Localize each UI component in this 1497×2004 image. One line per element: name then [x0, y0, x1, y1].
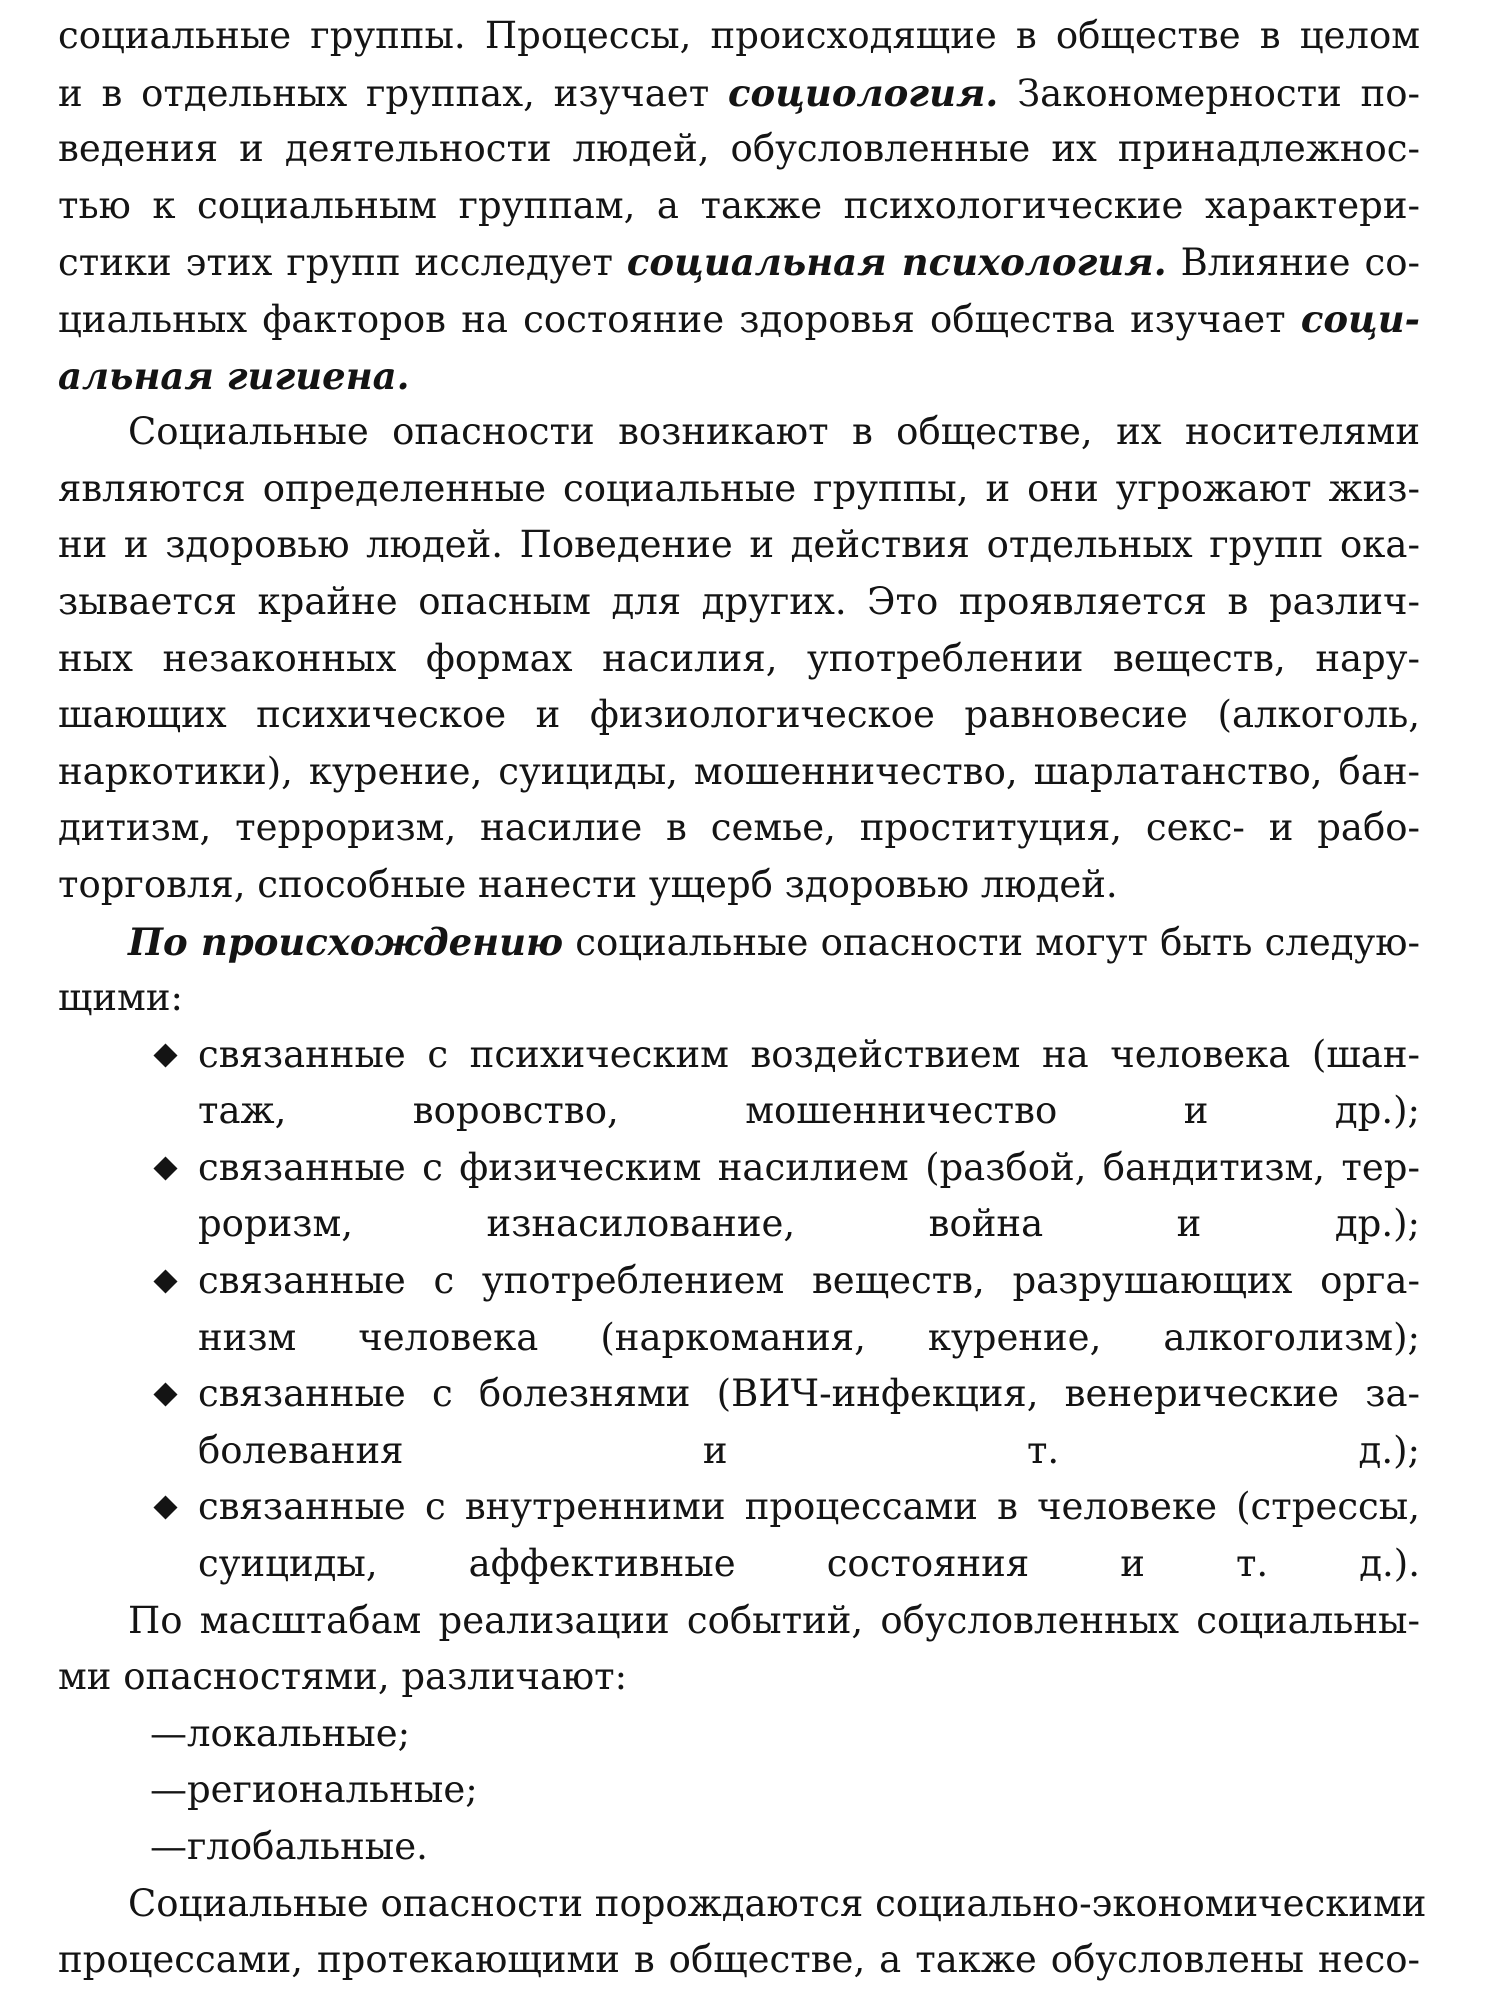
text-line [58, 234, 1420, 291]
emphasis-term: альная гигиена. [58, 353, 410, 398]
paragraph-by-origin [58, 914, 1420, 1027]
text-run: стики этих групп исследует [58, 241, 627, 285]
text-line: Социальные опасности порождаются социально-экономическими [128, 1881, 1427, 1925]
text-line: торговля, способные нанести ущерб здоровью людей. [58, 862, 1118, 906]
bullet-list [58, 1027, 1420, 1593]
text-line [58, 914, 1420, 971]
paragraph-by-scale [58, 1593, 1420, 1706]
list-item [58, 1140, 1420, 1253]
text-line: связанные с психическим воздействием на человека (шан- [198, 1032, 1420, 1076]
emphasis-term: социальная психология. [626, 240, 1167, 285]
text-line: таж, воровство, мошенничество и др.); [198, 1089, 1420, 1133]
document-page [58, 8, 1427, 1989]
emphasis-term: соци- [1300, 296, 1420, 341]
dash-list [58, 1706, 1420, 1876]
text-line: низм человека (наркомания, курение, алкоголизм); [198, 1315, 1420, 1359]
text-run: и в отдельных группах, изучает [58, 71, 728, 115]
text-line: процессами, протекающими в обществе, а также обусловлены несо- [58, 1938, 1420, 1982]
paragraph-sociology [58, 8, 1420, 404]
text-line: роризм, изнасилование, война и др.); [198, 1202, 1420, 1246]
text-line: дитизм, терроризм, насилие в семье, проституция, секс- и рабо- [58, 806, 1420, 850]
text-line: наркотики), курение, суициды, мошенничество, шарлатанство, бан- [58, 749, 1420, 793]
text-line: тью к социальным группам, а также психологические характери- [58, 183, 1420, 227]
text-line: ми опасностями, различают: [58, 1655, 628, 1699]
text-line: По масштабам реализации событий, обусловленных социальны- [128, 1598, 1420, 1642]
text-line: ных незаконных формах насилия, употреблении веществ, нару- [58, 636, 1420, 680]
text-run: социальные опасности могут быть следую- [563, 920, 1420, 964]
text-line: связанные с физическим насилием (разбой, бандитизм, тер- [198, 1145, 1420, 1189]
text-line: связанные с внутренними процессами в человеке (стрессы, [198, 1485, 1420, 1529]
list-item [58, 1253, 1420, 1366]
text-line: зывается крайне опасным для других. Это проявляется в различ- [58, 579, 1420, 623]
list-item: —региональные; [150, 1768, 478, 1812]
text-line: суициды, аффективные состояния и т. д.). [198, 1542, 1420, 1586]
text-line: щими: [58, 976, 183, 1020]
text-line: болевания и т. д.); [198, 1428, 1420, 1472]
list-item [58, 1366, 1420, 1479]
text-line: социальные группы. Процессы, происходящие в обществе в целом [58, 14, 1420, 57]
text-line: Социальные опасности возникают в обществе, их носителями [128, 410, 1420, 454]
text-line: шающих психическое и физиологическое равновесие (алкоголь, [58, 693, 1420, 737]
text-run: Влияние со- [1166, 241, 1420, 285]
emphasis-term: По происхождению [128, 919, 564, 964]
list-item [58, 1027, 1420, 1140]
list-item [58, 1479, 1420, 1592]
text-line: являются определенные социальные группы, и они угрожают жиз- [58, 466, 1420, 510]
text-run: Закономерности по- [998, 71, 1420, 115]
text-line: ни и здоровью людей. Поведение и действия отдельных групп ока- [58, 523, 1420, 567]
emphasis-term: социология. [728, 70, 999, 115]
text-line [58, 291, 1420, 348]
paragraph-socioeconomic [58, 1876, 1427, 1989]
list-item: —глобальные. [150, 1825, 428, 1868]
list-item: —локальные; [150, 1711, 411, 1755]
text-line: связанные с употреблением веществ, разрушающих орга- [198, 1259, 1420, 1303]
text-line: связанные с болезнями (ВИЧ-инфекция, венерические за- [198, 1372, 1420, 1416]
text-run: циальных факторов на состояние здоровья общества изучает [58, 297, 1301, 341]
text-line: ведения и деятельности людей, обусловленные их принадлежнос- [58, 127, 1420, 171]
text-line [58, 65, 1420, 122]
paragraph-social-dangers [58, 404, 1420, 913]
